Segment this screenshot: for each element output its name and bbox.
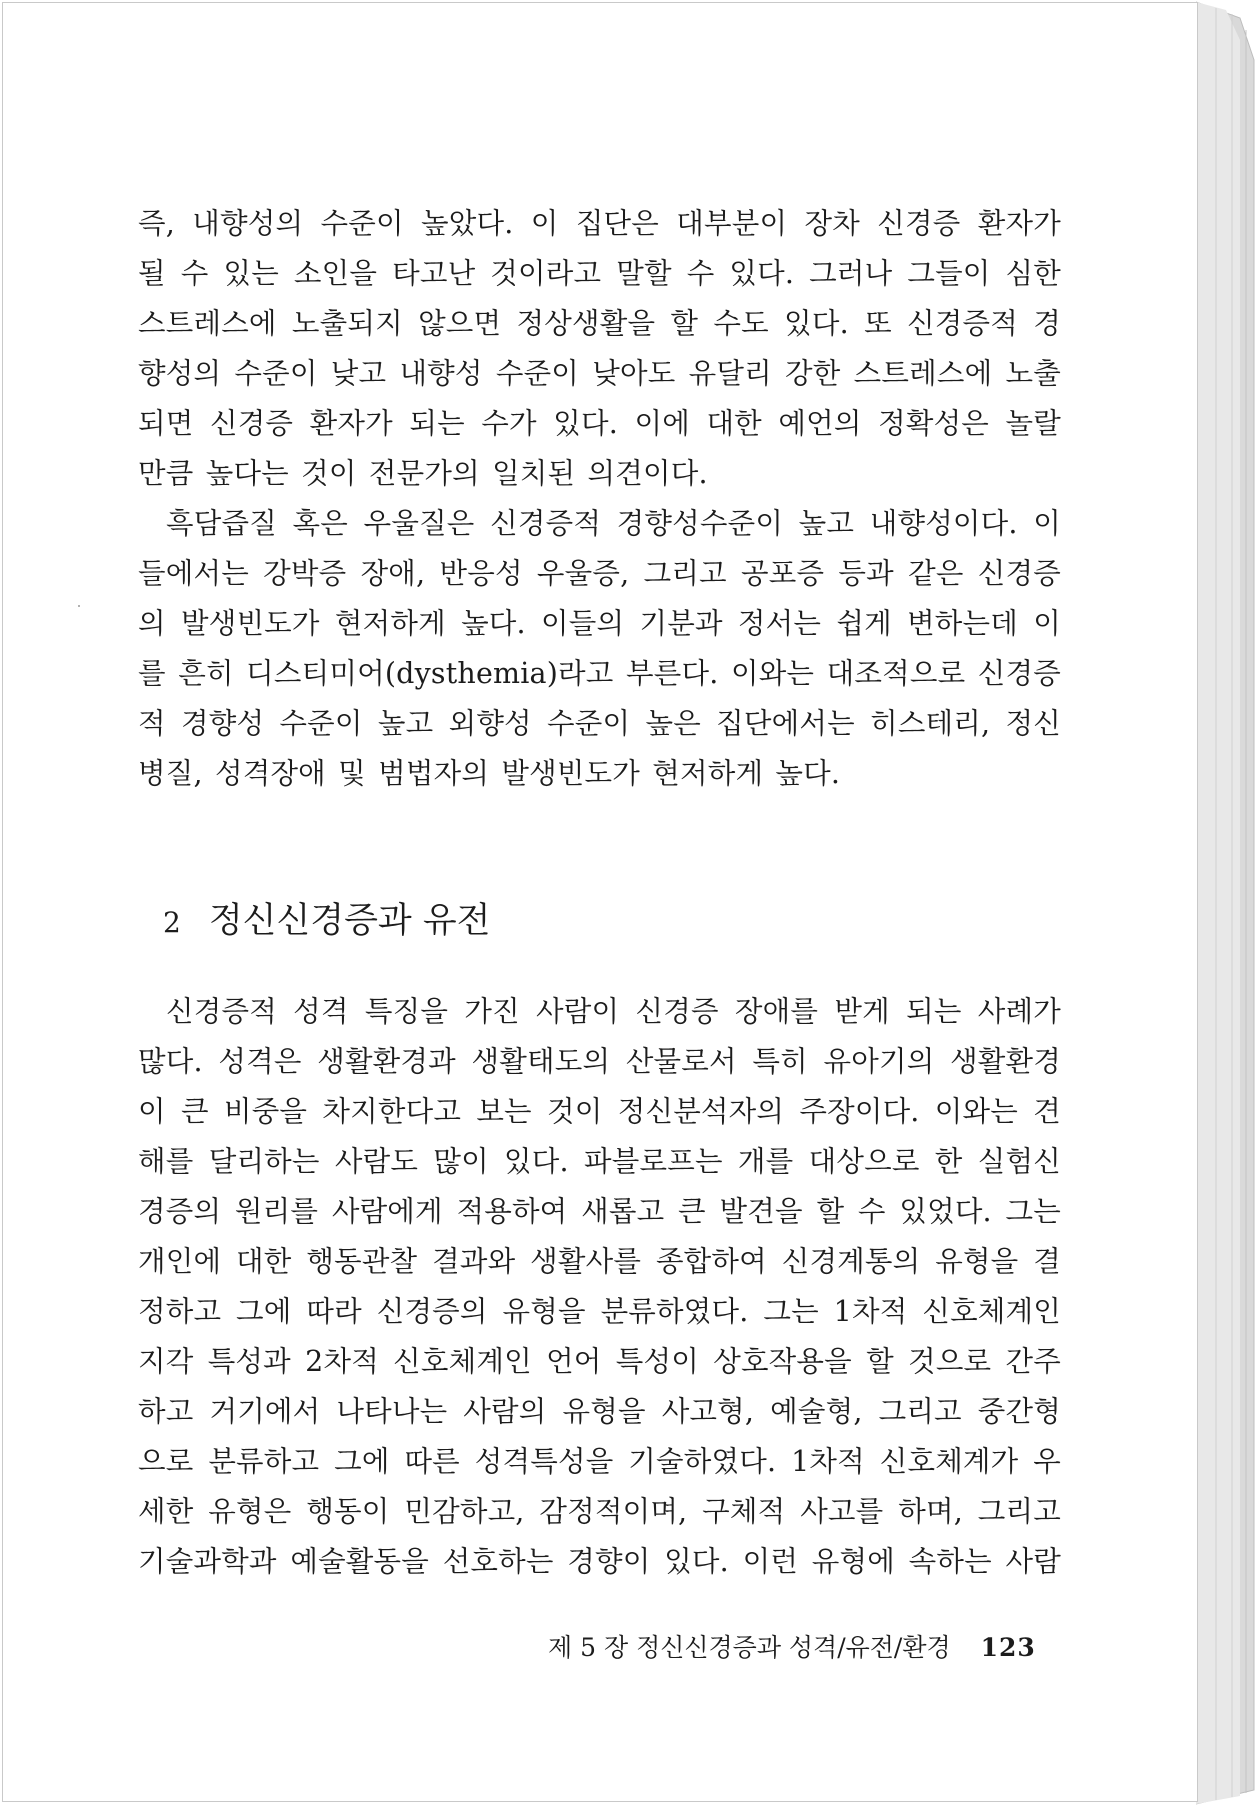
body-text-bottom [138,987,1061,1587]
paragraph-2 [138,499,1061,799]
section-title: 정신신경증과 유전 [208,901,491,941]
body-text-top [138,199,1061,799]
book-page [2,2,1198,1802]
section-number: 2 [163,906,181,939]
text-line: 기술과학과 예술활동을 선호하는 경향이 있다. 이런 유형에 속하는 사람 [138,1545,1061,1578]
page-stack-edge-graphic [1196,0,1260,1806]
text-line: 신경증적 성격 특징을 가진 사람이 신경증 장애를 받게 되는 사례가 [166,995,1061,1028]
text-line: 들에서는 강박증 장애, 반응성 우울증, 그리고 공포증 등과 같은 신경증 [138,557,1061,590]
text-line: 적 경향성 수준이 높고 외향성 수준이 높은 집단에서는 히스테리, 정신 [138,707,1061,740]
text-line: 경증의 원리를 사람에게 적용하여 새롭고 큰 발견을 할 수 있었다. 그는 [138,1195,1061,1228]
text-line: 정하고 그에 따라 신경증의 유형을 분류하였다. 그는 1차적 신호체계인 [138,1295,1061,1328]
page-number: 123 [980,1633,1036,1662]
text-line: 개인에 대한 행동관찰 결과와 생활사를 종합하여 신경계통의 유형을 결 [138,1245,1061,1278]
text-line: 를 흔히 디스티미어(dysthemia)라고 부른다. 이와는 대조적으로 신경증 [138,657,1061,690]
text-line: 병질, 성격장애 및 범법자의 발생빈도가 현저하게 높다. [138,757,841,790]
book-page-edges [1196,0,1260,1806]
footer-chapter: 제 5 장 [548,1633,629,1662]
text-line: 되면 신경증 환자가 되는 수가 있다. 이에 대한 예언의 정확성은 놀랄 [138,407,1061,440]
scan-speck [78,605,80,607]
text-line: 될 수 있는 소인을 타고난 것이라고 말할 수 있다. 그러나 그들이 심한 [138,257,1061,290]
text-line: 하고 거기에서 나타나는 사람의 유형을 사고형, 예술형, 그리고 중간형 [138,1395,1061,1428]
text-line: 만큼 높다는 것이 전문가의 일치된 의견이다. [138,457,708,490]
section-heading [163,893,490,943]
text-line: 많다. 성격은 생활환경과 생활태도의 산물로서 특히 유아기의 생활환경 [138,1045,1061,1078]
text-line: 향성의 수준이 낮고 내향성 수준이 낮아도 유달리 강한 스트레스에 노출 [138,357,1061,390]
running-footer [548,1628,1036,1664]
text-line: 해를 달리하는 사람도 많이 있다. 파블로프는 개를 대상으로 한 실험신 [138,1145,1061,1178]
paragraph-3 [138,987,1061,1587]
text-line: 즉, 내향성의 수준이 높았다. 이 집단은 대부분이 장차 신경증 환자가 [138,207,1061,240]
text-line: 으로 분류하고 그에 따른 성격특성을 기술하였다. 1차적 신호체계가 우 [138,1445,1061,1478]
text-line: 지각 특성과 2차적 신호체계인 언어 특성이 상호작용을 할 것으로 간주 [138,1345,1061,1378]
text-line: 흑담즙질 혹은 우울질은 신경증적 경향성수준이 높고 내향성이다. 이 [166,507,1061,540]
footer-title: 정신신경증과 성격/유전/환경 [636,1633,951,1662]
text-line: 세한 유형은 행동이 민감하고, 감정적이며, 구체적 사고를 하며, 그리고 [138,1495,1061,1528]
text-line: 이 큰 비중을 차지한다고 보는 것이 정신분석자의 주장이다. 이와는 견 [138,1095,1061,1128]
text-line: 의 발생빈도가 현저하게 높다. 이들의 기분과 정서는 쉽게 변하는데 이 [138,607,1061,640]
paragraph-1 [138,199,1061,499]
text-line: 스트레스에 노출되지 않으면 정상생활을 할 수도 있다. 또 신경증적 경 [138,307,1061,340]
